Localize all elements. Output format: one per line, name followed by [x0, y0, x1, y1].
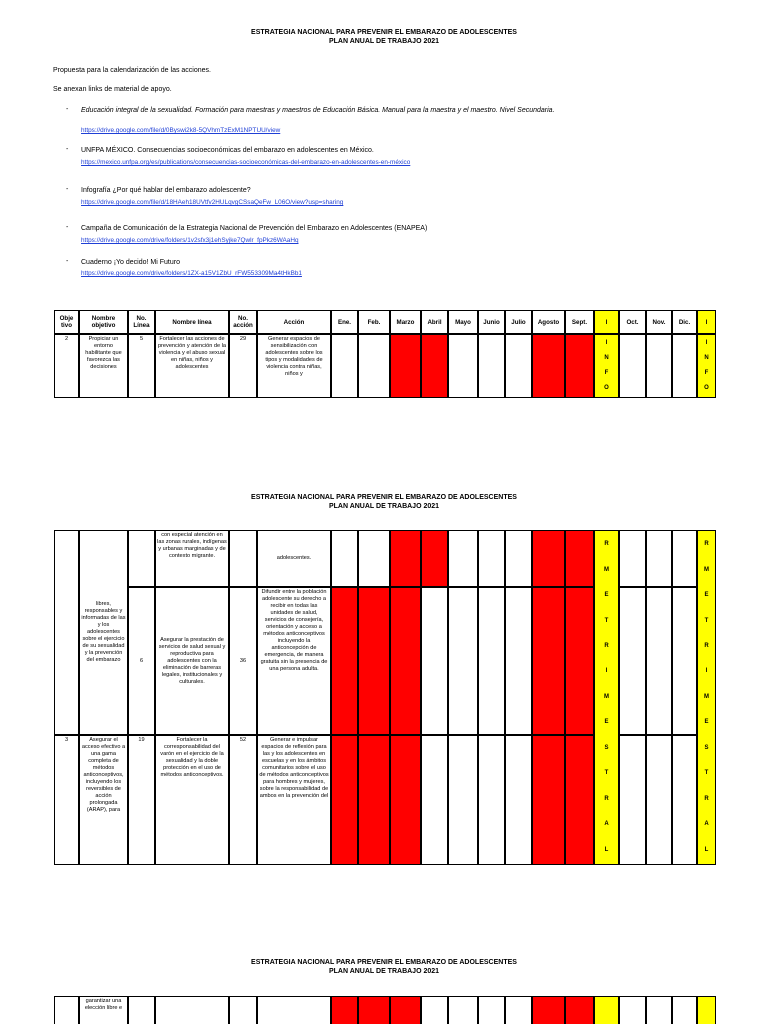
cell-no-accion: 52 [229, 735, 257, 865]
cell-oct [619, 334, 646, 398]
cell-agosto-active [532, 334, 565, 398]
vertical-letter: S [604, 744, 609, 751]
vertical-letter: M [704, 566, 709, 573]
cell-marzo-active [390, 587, 421, 735]
cell-oct [619, 530, 646, 587]
vertical-letter: T [604, 770, 609, 777]
cell-accion [257, 530, 331, 587]
vertical-letter: R [704, 541, 709, 548]
cell-julio [505, 587, 532, 735]
vertical-letter: F [604, 370, 609, 376]
cell-nov [646, 996, 672, 1024]
link-title: Cuaderno ¡Yo decido! Mi Futuro [81, 259, 180, 266]
vertical-letter: M [604, 693, 609, 700]
cell-informe-2-vertical [697, 334, 716, 398]
header-nombre-objetivo: Nombre objetivo [79, 310, 128, 334]
vertical-letter: L [604, 846, 609, 853]
title-line-1: ESTRATEGIA NACIONAL PARA PREVENIR EL EMBARAZO DE ADOLESCENTES [251, 29, 517, 36]
cell-julio [505, 735, 532, 865]
vertical-letter: O [604, 385, 609, 391]
cell-dic [672, 530, 697, 587]
header-abril: Abril [421, 310, 448, 334]
cell-oct [619, 996, 646, 1024]
cell-junio [478, 996, 505, 1024]
title-line-2: PLAN ANUAL DE TRABAJO 2021 [328, 968, 440, 975]
vertical-letter: I [605, 340, 608, 346]
vertical-letter: S [704, 744, 709, 751]
cell-nombre-objetivo: garantizar una elección libre e [79, 996, 128, 1024]
cell-text: 6 [139, 657, 144, 664]
cell-agosto-active [532, 530, 565, 587]
header-julio: Julio [505, 310, 532, 334]
cell-informe-1-vertical [594, 530, 619, 865]
vertical-letter: T [704, 617, 709, 624]
cell-informe-1 [594, 996, 619, 1024]
cell-ene-active [331, 996, 358, 1024]
bullet: - [66, 106, 69, 113]
vertical-letter: M [604, 566, 609, 573]
vertical-letter: N [704, 355, 709, 361]
link-url[interactable]: https://drive.google.com/drive/folders/1v2sfx3j1ehSyjke7Qwlr_fpPkz6WAaHq [81, 237, 299, 244]
cell-marzo-active [390, 996, 421, 1024]
header-nov: Nov. [646, 310, 672, 334]
cell-accion: Generar espacios de sensibilización con adolescentes sobre los tipos y modalidades de violencia contra niñas, niños y [257, 334, 331, 398]
cell-no-accion [229, 530, 257, 587]
vertical-letter: T [704, 770, 709, 777]
cell-dic [672, 587, 697, 735]
cell-mayo [448, 735, 478, 865]
link-url[interactable]: https://drive.google.com/file/d/0Byswi2k8-5QVhmTzExM1NPTUU/view [81, 127, 281, 134]
cell-julio [505, 334, 532, 398]
link-title: Infografía ¿Por qué hablar del embarazo adolescente? [81, 187, 251, 194]
cell-feb [358, 530, 390, 587]
cell-feb-active [358, 996, 390, 1024]
vertical-letter: O [704, 385, 709, 391]
cell-nov [646, 530, 672, 587]
cell-abril-active [421, 334, 448, 398]
cell-abril [421, 996, 448, 1024]
cell-accion [257, 996, 331, 1024]
cell-ene-active [331, 735, 358, 865]
cell-no-accion [229, 587, 257, 735]
header-dic: Dic. [672, 310, 697, 334]
cell-abril-active [421, 530, 448, 587]
vertical-letter: E [704, 719, 709, 726]
cell-julio [505, 530, 532, 587]
vertical-letter: R [704, 643, 709, 650]
cell-junio [478, 587, 505, 735]
cell-feb [358, 334, 390, 398]
header-oct: Oct. [619, 310, 646, 334]
cell-abril [421, 735, 448, 865]
cell-nombre-linea [155, 587, 229, 735]
vertical-letter: R [604, 643, 609, 650]
cell-informe-2 [697, 996, 716, 1024]
cell-nombre-linea: Fortalecer la corresponsabilidad del varón en el ejercicio de la sexualidad y la doble protección en el uso de métodos anticonceptivos. [155, 735, 229, 865]
cell-no-accion [229, 996, 257, 1024]
header-sept: Sept. [565, 310, 594, 334]
header-nombre-linea: Nombre línea [155, 310, 229, 334]
cell-accion: Difundir entre la población adolescente su derecho a recibir en todas las unidades de salud, servicios de consejería, orientación y acceso a métodos anticonceptivos incluyendo la anticoncepción de emergencia, de manera gratuita sin la presencia de una persona adulta. [257, 587, 331, 735]
bullet: - [66, 186, 69, 193]
cell-sept-active [565, 996, 594, 1024]
cell-dic [672, 735, 697, 865]
title-line-2: PLAN ANUAL DE TRABAJO 2021 [328, 503, 440, 510]
vertical-letter: A [704, 821, 709, 828]
header-junio: Junio [478, 310, 505, 334]
vertical-letter: F [704, 370, 709, 376]
cell-marzo-active [390, 735, 421, 865]
bullet: - [66, 258, 69, 265]
vertical-letter: N [604, 355, 609, 361]
cell-nombre-linea [155, 996, 229, 1024]
header-no-linea: No. Línea [128, 310, 155, 334]
cell-abril [421, 587, 448, 735]
bullet: - [66, 146, 69, 153]
link-url[interactable]: https://drive.google.com/file/d/18HAeh18UVtfv2HULqvgCSsaQeFw_L06O/view?usp=sharing [81, 199, 344, 206]
bullet: - [66, 224, 69, 231]
cell-nombre-objetivo: Propiciar un entorno habilitante que favorezca las decisiones [79, 334, 128, 398]
link-url[interactable]: https://drive.google.com/drive/folders/1ZX-a15V1ZbU_rFW553309Ma4tHkBb1 [81, 270, 302, 277]
cell-agosto-active [532, 587, 565, 735]
vertical-letter: R [604, 795, 609, 802]
cell-feb-active [358, 735, 390, 865]
cell-ene [331, 530, 358, 587]
vertical-letter: E [604, 719, 609, 726]
header-ene: Ene. [331, 310, 358, 334]
vertical-letter: I [605, 668, 608, 675]
intro-line-1: Propuesta para la calendarización de las acciones. [53, 67, 211, 74]
cell-marzo-active [390, 334, 421, 398]
vertical-letter: I [705, 340, 708, 346]
cell-objetivo-no: 3 [54, 735, 79, 865]
cell-nombre-linea: con especial atención en las zonas rurales, indígenas y urbanas marginadas y de contexto migrante. [155, 530, 229, 587]
cell-objetivo-no: 2 [54, 334, 79, 398]
cell-nov [646, 334, 672, 398]
link-url[interactable]: https://mexico.unfpa.org/es/publications/consecuencias-socioeconómicas-del-embarazo-en-adolescentes-en-méxico [81, 159, 411, 166]
cell-feb-active [358, 587, 390, 735]
cell-no-linea [128, 587, 155, 735]
cell-no-accion: 29 [229, 334, 257, 398]
cell-nombre-objetivo: Asegurar el acceso efectivo a una gama completa de métodos anticonceptivos, incluyendo los reversibles de acción prolongada (ARAP), para [79, 735, 128, 865]
header-marzo: Marzo [390, 310, 421, 334]
cell-mayo [448, 334, 478, 398]
cell-agosto-active [532, 996, 565, 1024]
intro-line-2: Se anexan links de material de apoyo. [53, 86, 172, 93]
vertical-letter: R [604, 541, 609, 548]
cell-sept-active [565, 735, 594, 865]
title-line-1: ESTRATEGIA NACIONAL PARA PREVENIR EL EMBARAZO DE ADOLESCENTES [251, 959, 517, 966]
link-title: Campaña de Comunicación de la Estrategia Nacional de Prevención del Embarazo en Adolescentes (ENAPEA) [81, 225, 428, 232]
cell-junio [478, 735, 505, 865]
vertical-letter: R [704, 795, 709, 802]
cell-nombre-objetivo [79, 530, 128, 735]
cell-ene [331, 334, 358, 398]
header-feb: Feb. [358, 310, 390, 334]
cell-junio [478, 334, 505, 398]
cell-sept-active [565, 530, 594, 587]
cell-sept-active [565, 334, 594, 398]
vertical-letter: E [604, 592, 609, 599]
vertical-letter: M [704, 693, 709, 700]
header-accion: Acción [257, 310, 331, 334]
link-title: UNFPA MÉXICO. Consecuencias socioeconómicas del embarazo en adolescentes en México. [81, 147, 374, 154]
cell-mayo [448, 587, 478, 735]
cell-text: Asegurar la prestación de servicios de salud sexual y reproductiva para adolescentes con la eliminación de barreras legales, institucionales y culturales. [158, 636, 226, 685]
cell-julio [505, 996, 532, 1024]
vertical-letter: E [704, 592, 709, 599]
link-title: Educación integral de la sexualidad. Formación para maestras y maestros de Educación Básica. Manual para la maestra y el maestro. Nivel Secundaria. [81, 107, 555, 114]
header-informe-1: I [594, 310, 619, 334]
cell-oct [619, 735, 646, 865]
vertical-letter: A [604, 821, 609, 828]
cell-no-linea [128, 996, 155, 1024]
vertical-letter: L [704, 846, 709, 853]
header-objetivo: Obje tivo [54, 310, 79, 334]
cell-dic [672, 996, 697, 1024]
cell-dic [672, 334, 697, 398]
cell-objetivo-no [54, 996, 79, 1024]
header-informe-2: I [697, 310, 716, 334]
cell-mayo [448, 996, 478, 1024]
cell-agosto-active [532, 735, 565, 865]
cell-text: libres, responsables y informadas de las y los adolescentes sobre el ejercicio de su sexualidad y la prevención del embarazo [81, 601, 126, 663]
cell-text: 36 [239, 657, 247, 664]
cell-text: adolescentes. [276, 555, 312, 561]
cell-mayo [448, 530, 478, 587]
vertical-letter: I [705, 668, 708, 675]
cell-no-linea: 5 [128, 334, 155, 398]
cell-informe-1-vertical [594, 334, 619, 398]
cell-ene-active [331, 587, 358, 735]
cell-no-linea [128, 530, 155, 587]
cell-sept-active [565, 587, 594, 735]
header-mayo: Mayo [448, 310, 478, 334]
title-line-1: ESTRATEGIA NACIONAL PARA PREVENIR EL EMBARAZO DE ADOLESCENTES [251, 494, 517, 501]
cell-nov [646, 587, 672, 735]
cell-informe-2-vertical [697, 530, 716, 865]
cell-objetivo-no [54, 530, 79, 735]
cell-oct [619, 587, 646, 735]
cell-no-linea: 19 [128, 735, 155, 865]
header-agosto: Agosto [532, 310, 565, 334]
vertical-letter: T [604, 617, 609, 624]
cell-nov [646, 735, 672, 865]
header-no-accion: No. acción [229, 310, 257, 334]
cell-accion: Generar e impulsar espacios de reflexión para las y los adolescentes en escuelas y en los ámbitos comunitarios sobre el uso de métodos anticonceptivos para hombres y mujeres, sobre la responsabilidad de ambos en la prevención del [257, 735, 331, 865]
cell-junio [478, 530, 505, 587]
title-line-2: PLAN ANUAL DE TRABAJO 2021 [328, 38, 440, 45]
cell-marzo-active [390, 530, 421, 587]
cell-nombre-linea: Fortalecer las acciones de prevención y atención de la violencia y el abuso sexual en niñas, niños y adolescentes [155, 334, 229, 398]
